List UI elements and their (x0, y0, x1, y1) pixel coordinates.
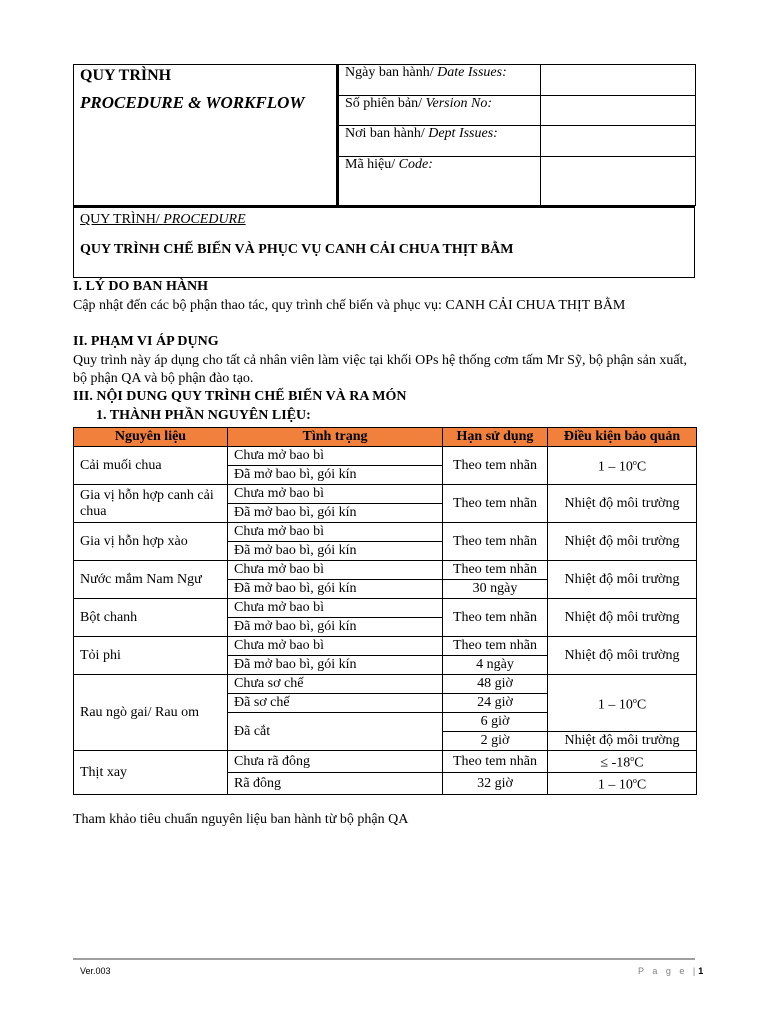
status-cell: Đã mở bao bì, gói kín (228, 580, 443, 599)
celsius-unit: C (636, 697, 647, 713)
status-cell: Chưa sơ chế (228, 675, 443, 694)
code-value (541, 157, 696, 206)
shelf-life-cell: 2 giờ (443, 732, 548, 751)
version-no-label (338, 96, 541, 126)
procedure-label-vi: QUY TRÌNH/ (80, 212, 164, 227)
status-cell: Chưa mở bao bì (228, 637, 443, 656)
ingredient-name: Nước mắm Nam Ngư (74, 561, 228, 599)
status-cell: Đã sơ chế (228, 694, 443, 713)
section-3-subheading: 1. THÀNH PHẦN NGUYÊN LIỆU: (96, 408, 311, 423)
status-cell: Đã mở bao bì, gói kín (228, 504, 443, 523)
version-no-label-en: Version No: (425, 96, 492, 111)
status-cell: Chưa mở bao bì (228, 561, 443, 580)
table-row (74, 485, 697, 504)
footer-divider (73, 958, 695, 960)
dept-issues-value (541, 126, 696, 157)
shelf-life-cell: Theo tem nhãn (443, 751, 548, 773)
celsius-unit: C (636, 459, 647, 475)
shelf-life-cell: Theo tem nhãn (443, 485, 548, 523)
shelf-life-cell: Theo tem nhãn (443, 637, 548, 656)
table-row (74, 599, 697, 618)
shelf-life-cell: Theo tem nhãn (443, 523, 548, 561)
storage-range: ≤ -18 (600, 755, 631, 771)
ingredient-name: Rau ngò gai/ Rau om (74, 675, 228, 751)
section-2-heading: II. PHẠM VI ÁP DỤNG (73, 334, 219, 349)
status-cell: Đã mở bao bì, gói kín (228, 656, 443, 675)
status-cell: Chưa mở bao bì (228, 447, 443, 466)
degree-mark: o (632, 776, 637, 786)
celsius-unit: C (636, 777, 647, 793)
status-cell: Rã đông (228, 773, 443, 795)
storage-cell: Nhiệt độ môi trường (548, 637, 697, 675)
storage-range: 1 – 10 (597, 459, 633, 475)
table-row (74, 751, 697, 773)
storage-cell (548, 751, 697, 773)
storage-cell (548, 675, 697, 732)
shelf-life-cell: Theo tem nhãn (443, 599, 548, 637)
date-issues-label-en: Date Issues: (437, 65, 507, 80)
shelf-life-cell: 6 giờ (443, 713, 548, 732)
ingredient-table (73, 427, 697, 795)
shelf-life-cell: 30 ngày (443, 580, 548, 599)
procedure-box (73, 206, 695, 278)
storage-cell (548, 773, 697, 795)
ingredient-name: Thịt xay (74, 751, 228, 795)
degree-mark: o (632, 458, 637, 468)
version-no-label-vi: Số phiên bản/ (345, 96, 426, 111)
storage-cell: Nhiệt độ môi trường (548, 599, 697, 637)
code-label-en: Code: (398, 157, 433, 172)
version-no-value (541, 96, 696, 126)
status-cell: Chưa rã đông (228, 751, 443, 773)
ingredient-name: Cải muối chua (74, 447, 228, 485)
degree-mark: o (630, 754, 635, 764)
storage-range: 1 – 10 (597, 697, 633, 713)
table-row (74, 637, 697, 656)
dept-issues-label-vi: Nơi ban hành/ (345, 126, 429, 141)
section-2-text: Quy trình này áp dụng cho tất cả nhân viên làm việc tại khối OPs hệ thống cơm tấm Mr Sỹ, bộ phận sản xuất, bộ phận QA và bộ phận đào tạo. (73, 353, 687, 386)
procedure-label-en: PROCEDURE (163, 212, 246, 227)
storage-cell: Nhiệt độ môi trường (548, 732, 697, 751)
table-row (74, 675, 697, 694)
shelf-life-cell: 32 giờ (443, 773, 548, 795)
footer-version: Ver.003 (80, 966, 111, 976)
storage-range: 1 – 10 (597, 777, 633, 793)
col-header-status: Tình trạng (228, 428, 443, 447)
col-header-shelf-life: Hạn sử dụng (443, 428, 548, 447)
storage-cell: Nhiệt độ môi trường (548, 485, 697, 523)
dept-issues-label (338, 126, 541, 157)
shelf-life-cell: 48 giờ (443, 675, 548, 694)
page-label: P a g e | (638, 966, 699, 976)
shelf-life-cell: 24 giờ (443, 694, 548, 713)
table-header-row (74, 428, 697, 447)
date-issues-value (541, 65, 696, 96)
date-issues-label (338, 65, 541, 96)
shelf-life-cell: Theo tem nhãn (443, 447, 548, 485)
section-1-text: Cập nhật đến các bộ phận thao tác, quy trình chế biến và phục vụ: CANH CẢI CHUA THỊT BẰM (73, 298, 626, 313)
reference-note: Tham khảo tiêu chuẩn nguyên liệu ban hành từ bộ phận QA (73, 812, 409, 827)
page-number: 1 (698, 966, 704, 976)
status-cell: Đã mở bao bì, gói kín (228, 466, 443, 485)
status-cell: Chưa mở bao bì (228, 523, 443, 542)
section-3-heading: III. NỘI DUNG QUY TRÌNH CHẾ BIẾN VÀ RA MÓN (73, 389, 407, 404)
col-header-ingredient: Nguyên liệu (74, 428, 228, 447)
status-cell: Chưa mở bao bì (228, 485, 443, 504)
status-cell: Đã cắt (228, 713, 443, 751)
shelf-life-cell: 4 ngày (443, 656, 548, 675)
storage-cell: Nhiệt độ môi trường (548, 561, 697, 599)
status-cell: Đã mở bao bì, gói kín (228, 542, 443, 561)
table-row (74, 523, 697, 542)
celsius-unit: C (634, 755, 644, 771)
ingredient-name: Gia vị hỗn hợp canh cải chua (74, 485, 228, 523)
header-title-cell (74, 65, 338, 206)
ingredient-name: Bột chanh (74, 599, 228, 637)
footer-page-number (638, 966, 703, 976)
ingredient-name: Gia vị hỗn hợp xào (74, 523, 228, 561)
table-row (74, 447, 697, 466)
header-subtitle: PROCEDURE & WORKFLOW (80, 93, 305, 112)
code-label-vi: Mã hiệu/ (345, 157, 399, 172)
storage-cell: Nhiệt độ môi trường (548, 523, 697, 561)
procedure-name: QUY TRÌNH CHẾ BIẾN VÀ PHỤC VỤ CANH CẢI CHUA THỊT BẰM (80, 242, 514, 257)
header-table (73, 64, 696, 206)
document-header (73, 64, 695, 281)
shelf-life-cell: Theo tem nhãn (443, 561, 548, 580)
dept-issues-label-en: Dept Issues: (428, 126, 498, 141)
section-1-heading: I. LÝ DO BAN HÀNH (73, 279, 208, 294)
col-header-storage: Điều kiện bảo quản (548, 428, 697, 447)
procedure-label (80, 212, 688, 228)
ingredient-name: Tỏi phi (74, 637, 228, 675)
status-cell: Chưa mở bao bì (228, 599, 443, 618)
code-label (338, 157, 541, 206)
status-cell: Đã mở bao bì, gói kín (228, 618, 443, 637)
degree-mark: o (632, 695, 637, 705)
header-title: QUY TRÌNH (80, 67, 172, 84)
storage-cell (548, 447, 697, 485)
date-issues-label-vi: Ngày ban hành/ (345, 65, 438, 80)
table-row (74, 561, 697, 580)
